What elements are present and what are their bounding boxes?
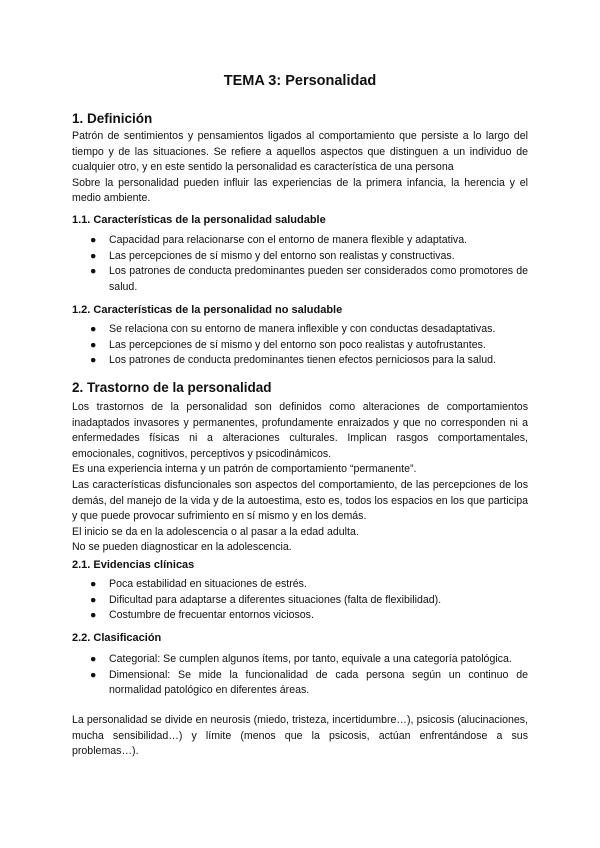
unhealthy-traits-list xyxy=(72,322,528,369)
section-1-text xyxy=(72,129,528,207)
subsection-2-2-heading: 2.2. Clasificación xyxy=(72,632,162,644)
section-2-text xyxy=(72,400,528,556)
list-item: ● Las percepciones de sí mismo y del entorno son poco realistas y autofrustantes. xyxy=(72,338,528,354)
bullet-icon: ● xyxy=(90,668,97,681)
list-item: ● Dificultad para adaptarse a diferentes situaciones (falta de flexibilidad). xyxy=(72,593,528,609)
list-item: ● Se relaciona con su entorno de manera inflexible y con conductas desadaptativas. xyxy=(72,322,528,338)
paragraph: Es una experiencia interna y un patrón de comportamiento “permanente”. xyxy=(72,463,417,476)
clinical-evidence-list xyxy=(72,577,528,624)
subsection-1-2-heading: 1.2. Características de la personalidad no saludable xyxy=(72,304,343,316)
list-item: ● Poca estabilidad en situaciones de estrés. xyxy=(72,577,528,593)
page-title: TEMA 3: Personalidad xyxy=(223,73,377,89)
list-item: ● Categorial: Se cumplen algunos ítems, por tanto, equivale a una categoría patológica. xyxy=(72,652,528,668)
section-2-heading: 2. Trastorno de la personalidad xyxy=(72,380,272,395)
subsection-1-1-heading: 1.1. Características de la personalidad saludable xyxy=(72,214,326,226)
section-1-heading: 1. Definición xyxy=(72,111,153,126)
list-item: ● Las percepciones de sí mismo y del entorno son realistas y constructivas. xyxy=(72,249,528,265)
paragraph: Sobre la personalidad pueden influir las experiencias de la primera infancia, la herencia y el medio ambiente. xyxy=(72,176,528,205)
bullet-icon: ● xyxy=(90,593,97,606)
bullet-icon: ● xyxy=(90,249,97,262)
healthy-traits-list xyxy=(72,233,528,295)
list-item: ● Los patrones de conducta predominantes pueden ser considerados como promotores de salud. xyxy=(90,265,528,293)
paragraph: La personalidad se divide en neurosis (miedo, tristeza, incertidumbre…), psicosis (alucinaciones, mucha sensibilidad…) y límite (menos que la psicosis, actúan enfrentándose a sus problemas…). xyxy=(72,714,528,758)
paragraph: Las características disfuncionales son aspectos del comportamiento, de las percepciones de los demás, del manejo de la vida y de la autoestima, esto es, todos los espacios en los que participa y que puede provocar sufrimiento en sí mismo y en los demás. xyxy=(72,478,528,523)
paragraph: No se pueden diagnosticar en la adolescencia. xyxy=(72,541,292,554)
classification-closing-text xyxy=(72,713,528,760)
paragraph: Patrón de sentimientos y pensamientos ligados al comportamiento que persiste a lo largo del tiempo y de las situaciones. Se refiere a aquellos aspectos que distinguen a un individuo de cualquier otro, y en este sentido la personalidad es característica de una persona xyxy=(72,130,528,174)
bullet-icon: ● xyxy=(90,354,97,367)
paragraph: El inicio se da en la adolescencia o al pasar a la edad adulta. xyxy=(72,525,359,538)
bullet-icon: ● xyxy=(90,578,97,590)
paragraph: Los trastornos de la personalidad son definidos como alteraciones de comportamientos inadaptados invasores y permanentes, profundamente enraizados y que no corresponden ni a enfermedades físicas ni a alteraciones culturales. Implican rasgos comportamentales, emocionales, cognitivos, perceptivos y psicodinámicos. xyxy=(72,401,528,460)
list-item: ● Los patrones de conducta predominantes tienen efectos perniciosos para la salud. xyxy=(72,353,528,369)
bullet-icon: ● xyxy=(90,338,97,351)
bullet-icon: ● xyxy=(90,609,97,622)
bullet-icon: ● xyxy=(90,653,97,665)
classification-list xyxy=(72,652,528,699)
bullet-icon: ● xyxy=(90,265,97,278)
list-item: ● Capacidad para relacionarse con el entorno de manera flexible y adaptativa. xyxy=(72,233,528,249)
bullet-icon: ● xyxy=(90,234,97,246)
list-item: ● Costumbre de frecuentar entornos viciosos. xyxy=(72,608,528,624)
subsection-2-1-heading: 2.1. Evidencias clínicas xyxy=(72,559,195,571)
list-item: ● Dimensional: Se mide la funcionalidad de cada persona según un continuo de normalidad patológico en diferentes áreas. xyxy=(90,668,528,697)
bullet-icon: ● xyxy=(90,323,97,335)
